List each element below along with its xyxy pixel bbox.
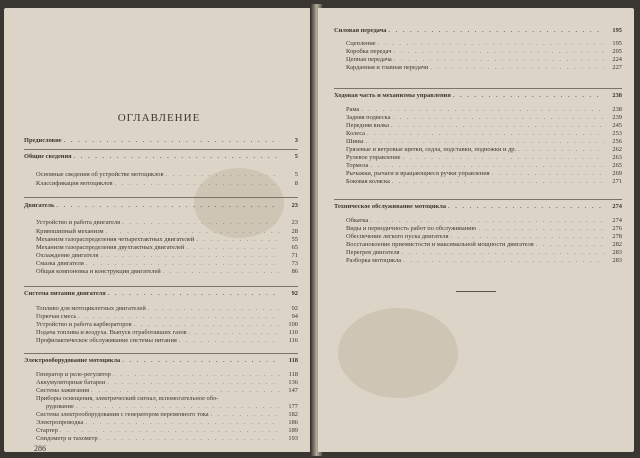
- entry-text: Сцепление: [346, 40, 376, 47]
- right-page: [318, 8, 634, 452]
- entry-text: Общая компоновка и конструкция двигателей: [36, 268, 161, 275]
- entry-text: Задняя подвеска: [346, 114, 391, 121]
- entry-text: Охлаждение двигателя: [36, 252, 99, 259]
- section-rule: [24, 149, 298, 150]
- entry-page: 276: [612, 225, 622, 232]
- entry-text: Система электрооборудования с генератором переменного тока: [36, 411, 209, 418]
- toc-entry: [36, 170, 298, 179]
- entry-text: Цепная передача: [346, 56, 392, 63]
- entry-page: 282: [612, 241, 622, 248]
- entry-text: Грязевые и ветровые щитки, седла, подставки, подножки и др.: [346, 146, 517, 153]
- entry-page: 136: [288, 379, 298, 386]
- entry-text: Система питания двигателя: [24, 290, 106, 297]
- entry-page: 73: [291, 260, 298, 267]
- toc-section: [24, 152, 298, 161]
- entry-text: Электрооборудование мотоцикла: [24, 357, 121, 364]
- section-rule: [334, 199, 622, 200]
- entry-page: 5: [294, 171, 298, 178]
- entry-text: Топливо для мотоциклетных двигателей: [36, 305, 146, 312]
- toc-section: [24, 289, 298, 298]
- entry-text: Шины: [346, 138, 364, 145]
- entry-text: Виды и периодичность работ по обслуживанию: [346, 225, 477, 232]
- section-rule: [24, 353, 298, 354]
- entry-page: 193: [288, 435, 298, 442]
- entry-page: 110: [288, 329, 298, 336]
- entry-text: Механизм газораспределения четырехтактных двигателей: [36, 236, 195, 243]
- entry-text: Электропроводка: [36, 419, 84, 426]
- entry-text: Восстановление приемистости и максимальной мощности двигателя: [346, 241, 534, 248]
- entry-text: Приборы освещения, электрический сигнал, вспомогательное обо-: [36, 395, 219, 402]
- entry-page: 263: [612, 154, 622, 161]
- entry-page: 227: [612, 64, 622, 71]
- toc-section: [24, 356, 298, 365]
- toc-entry: [36, 434, 298, 443]
- toc-entry: [36, 336, 298, 345]
- entry-text: рудование: [46, 403, 74, 410]
- section-rule: [24, 286, 298, 287]
- toc-section: [334, 26, 622, 35]
- entry-text: Колеса: [346, 130, 365, 137]
- entry-page: 28: [291, 228, 298, 235]
- entry-page: 283: [612, 257, 622, 264]
- entry-page: 23: [291, 219, 298, 226]
- entry-page: 86: [291, 268, 298, 275]
- entry-text: Спидометр и тахометр: [36, 435, 98, 442]
- entry-text: Подача топлива и воздуха. Выпуск отработавших газов: [36, 329, 187, 336]
- entry-page: 238: [612, 92, 622, 99]
- entry-page: 177: [288, 403, 298, 410]
- entry-page: 224: [612, 56, 622, 63]
- toc-entry: [36, 267, 298, 276]
- entry-page: 238: [612, 106, 622, 113]
- toc-entry: [36, 218, 298, 227]
- entry-page: 205: [612, 48, 622, 55]
- entry-text: Коробка передач: [346, 48, 392, 55]
- entry-page: 147: [288, 387, 298, 394]
- entry-text: Устройство и работа двигателя: [36, 219, 121, 226]
- entry-text: Рычажки, рычаги и вращающиеся ручки управления: [346, 170, 490, 177]
- toc-section: [24, 201, 298, 210]
- entry-text: Стартер: [36, 427, 58, 434]
- entry-text: Основные сведения об устройстве мотоциклов: [36, 171, 164, 178]
- entry-page: 65: [291, 244, 298, 251]
- entry-page: 189: [288, 427, 298, 434]
- entry-page: 283: [612, 249, 622, 256]
- entry-text: Классификация мотоциклов: [36, 180, 113, 187]
- entry-text: Аккумуляторные батареи: [36, 379, 106, 386]
- toc-title: ОГЛАВЛЕНИЕ: [117, 112, 201, 124]
- entry-text: Обкатка: [346, 217, 369, 224]
- entry-page: 253: [612, 130, 622, 137]
- toc-section: [334, 91, 622, 100]
- entry-page: 5: [294, 153, 298, 160]
- entry-text: Перегрев двигателя: [346, 249, 400, 256]
- entry-page: 256: [612, 138, 622, 145]
- entry-page: 92: [291, 305, 298, 312]
- entry-page: 100: [288, 321, 298, 328]
- entry-text: Кривошипный механизм: [36, 228, 104, 235]
- entry-text: Тормоза: [346, 162, 369, 169]
- entry-page: 182: [288, 411, 298, 418]
- entry-text: Рама: [346, 106, 360, 113]
- toc-entry: [346, 256, 622, 265]
- toc-entry: [346, 177, 622, 186]
- entry-page: 262: [612, 146, 622, 153]
- entry-page: 265: [612, 162, 622, 169]
- entry-page: 186: [288, 419, 298, 426]
- entry-text: Смазка двигателя: [36, 260, 84, 267]
- entry-text: Техническое обслуживание мотоцикла: [334, 203, 447, 210]
- entry-text: Система зажигания: [36, 387, 90, 394]
- entry-page: 55: [291, 236, 298, 243]
- entry-text: Разборка мотоцикла: [346, 257, 402, 264]
- entry-page: 195: [612, 27, 622, 34]
- entry-text: Обеспечение легкого пуска двигателя: [346, 233, 449, 240]
- entry-page: 274: [612, 203, 622, 210]
- entry-text: Рулевое управление: [346, 154, 401, 161]
- entry-text: Боковая коляска: [346, 178, 390, 185]
- left-page: [4, 8, 314, 452]
- entry-page: 245: [612, 122, 622, 129]
- entry-page: 118: [288, 371, 298, 378]
- entry-text: Общие сведения: [24, 153, 72, 160]
- entry-page: 118: [288, 357, 298, 364]
- section-rule: [334, 88, 622, 89]
- entry-text: Ходовая часть и механизмы управления: [334, 92, 451, 99]
- entry-page: 278: [612, 233, 622, 240]
- entry-page: 195: [612, 40, 622, 47]
- entry-text: Генератор и реле-регулятор: [36, 371, 111, 378]
- entry-page: 8: [294, 180, 298, 187]
- entry-page: 3: [294, 137, 298, 144]
- entry-page: 274: [612, 217, 622, 224]
- entry-text: Горючая смесь: [36, 313, 77, 320]
- paper-stain: [338, 308, 458, 398]
- entry-page: 269: [612, 170, 622, 177]
- toc-section: [24, 136, 298, 145]
- entry-text: Механизм газораспределения двухтактных двигателей: [36, 244, 185, 251]
- toc-entry: [36, 179, 298, 188]
- entry-page: 94: [291, 313, 298, 320]
- entry-text: Двигатель: [24, 202, 55, 209]
- entry-text: Предисловие: [24, 137, 62, 144]
- entry-page: 23: [291, 202, 298, 209]
- entry-page: 92: [291, 290, 298, 297]
- entry-text: Профилактическое обслуживание системы питания: [36, 337, 177, 344]
- end-dash: [456, 291, 496, 292]
- entry-page: 116: [288, 337, 298, 344]
- entry-page: 239: [612, 114, 622, 121]
- entry-text: Передняя вилка: [346, 122, 390, 129]
- entry-text: Устройство и работа карбюраторов: [36, 321, 132, 328]
- page-number: 286: [34, 444, 46, 452]
- entry-text: Карданная и главная передачи: [346, 64, 429, 71]
- toc-entry: [346, 63, 622, 72]
- section-rule: [24, 197, 298, 198]
- toc-section: [334, 202, 622, 211]
- entry-page: 271: [612, 178, 622, 185]
- entry-text: Силовая передача: [334, 27, 387, 34]
- entry-page: 71: [291, 252, 298, 259]
